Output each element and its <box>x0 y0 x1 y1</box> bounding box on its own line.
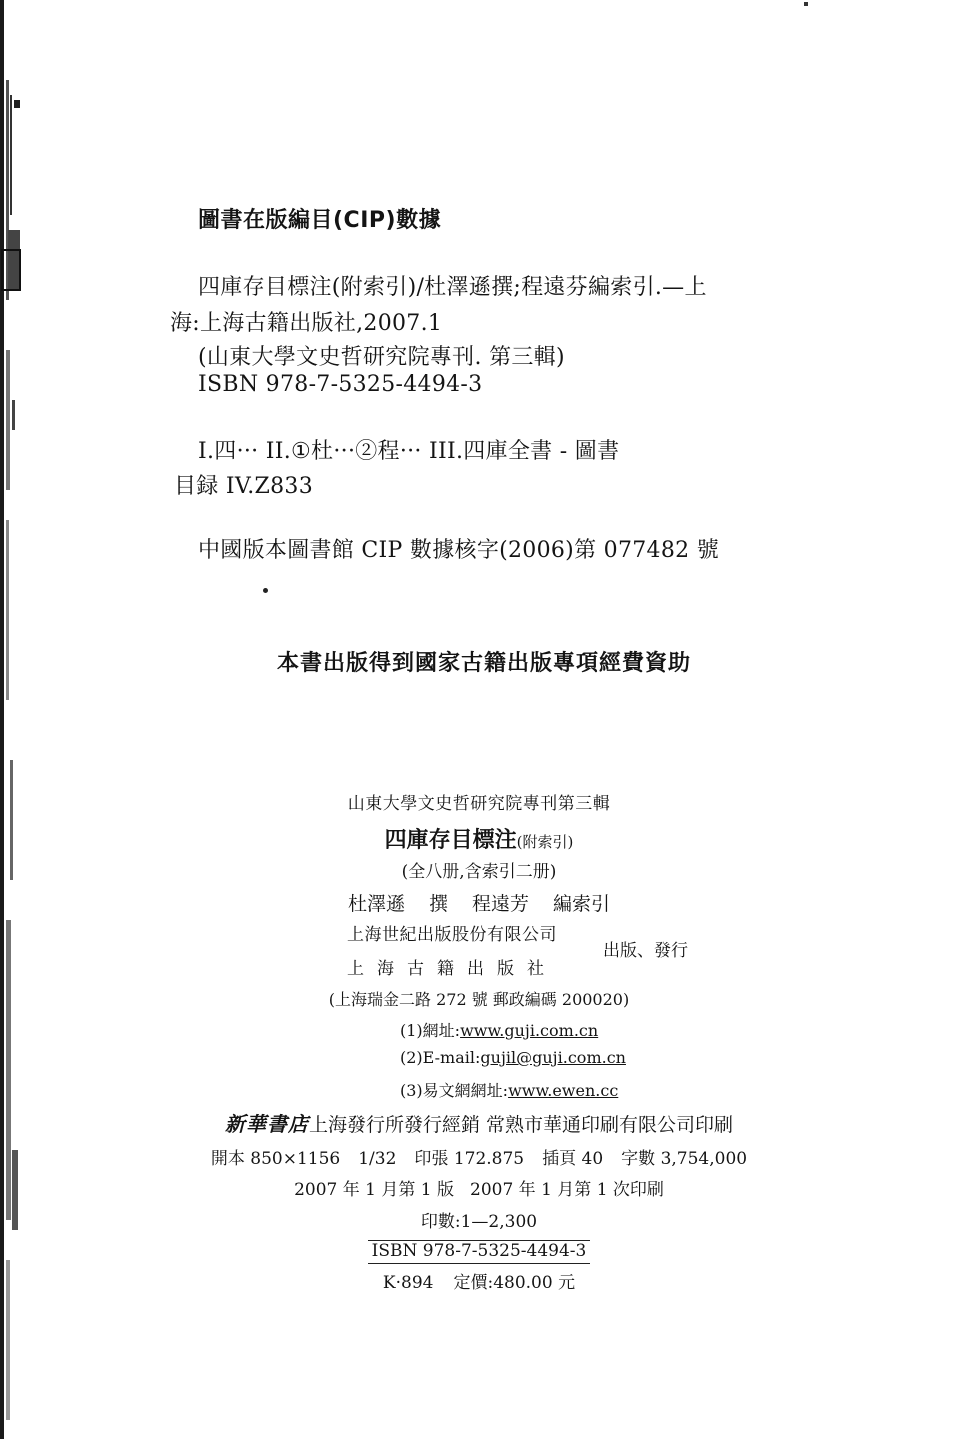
publisher-house: 上海古籍出版社 <box>347 959 557 979</box>
colophon-title <box>0 823 958 854</box>
scan-speck <box>804 2 808 6</box>
word-count: 字數 3,754,000 <box>621 1149 748 1169</box>
distribution-text: 上海發行所發行經銷 常熟市華通印刷有限公司印刷 <box>308 1114 734 1136</box>
cip-heading: 圖書在版編目(CIP)數據 <box>198 208 442 233</box>
cip-isbn-line: ISBN 978-7-5325-4494-3 <box>198 372 483 397</box>
price-line <box>0 1268 958 1293</box>
colophon-volumes: (全八册,含索引二册) <box>401 862 557 882</box>
print-run: 印數:1—2,300 <box>420 1212 538 1232</box>
ewen-link[interactable]: www.ewen.cc <box>508 1081 619 1100</box>
author-role: 撰 <box>428 893 448 915</box>
publisher-group: 上海世紀出版股份有限公司 <box>347 925 557 945</box>
colophon-authors <box>0 889 958 916</box>
publisher-role: 出版、發行 <box>603 941 688 961</box>
colophon-series: 山東大學文史哲研究院專刊第三輯 <box>347 794 611 814</box>
ewen-label: (3)易文網網址: <box>400 1081 509 1100</box>
printing-date: 2007 年 1 月第 1 次印刷 <box>470 1180 664 1200</box>
website-label: (1)網址: <box>400 1021 461 1040</box>
colophon-title-main: 四庫存目標注 <box>384 828 517 853</box>
email-line <box>400 1048 626 1067</box>
ewen-line <box>400 1078 618 1101</box>
xinhua-bookstore-logo: 新華書店 <box>224 1112 309 1136</box>
class-code: K·894 <box>382 1273 434 1293</box>
isbn-box: ISBN 978-7-5325-4494-3 <box>368 1240 591 1264</box>
cip-record-number: 中國版本圖書館 CIP 數據核字(2006)第 077482 號 <box>198 538 720 563</box>
website-line <box>400 1018 598 1041</box>
print-specs <box>0 1144 958 1169</box>
cip-series-line: (山東大學文史哲研究院專刊. 第三輯) <box>198 345 565 370</box>
plate-count: 插頁 40 <box>542 1149 604 1169</box>
colophon-isbn <box>0 1240 958 1264</box>
cip-classification-line: 目録 IV.Z833 <box>174 474 313 499</box>
website-link[interactable]: www.guji.com.cn <box>460 1021 599 1040</box>
price: 定價:480.00 元 <box>453 1273 576 1293</box>
publisher-address: (上海瑞金二路 272 號 郵政編碼 200020) <box>328 990 630 1009</box>
email-label: (2)E-mail: <box>400 1048 481 1067</box>
cip-publisher-line: 海:上海古籍出版社,2007.1 <box>170 311 443 336</box>
edition-line <box>0 1175 958 1200</box>
indexer-name: 程遠芳 <box>472 893 530 915</box>
format-fold: 1/32 <box>358 1149 397 1169</box>
edition-date: 2007 年 1 月第 1 版 <box>294 1180 454 1200</box>
subsidy-notice: 本書出版得到國家古籍出版專項經費資助 <box>277 651 692 676</box>
colophon-title-note: (附索引) <box>516 833 574 851</box>
scan-dot <box>263 588 268 593</box>
email-link[interactable]: gujil@guji.com.cn <box>480 1048 626 1067</box>
distribution-line <box>0 1108 958 1137</box>
format-size: 開本 850×1156 <box>210 1149 341 1169</box>
cip-subject-line: I.四··· II.①杜···②程··· III.四庫全書 - 圖書 <box>198 439 620 464</box>
indexer-role: 編索引 <box>553 893 611 915</box>
print-sheets: 印張 172.875 <box>414 1149 525 1169</box>
author-name: 杜澤遜 <box>347 893 405 915</box>
cip-title-line: 四庫存目標注(附索引)/杜澤遜撰;程遠芬編索引.—上 <box>198 275 707 300</box>
